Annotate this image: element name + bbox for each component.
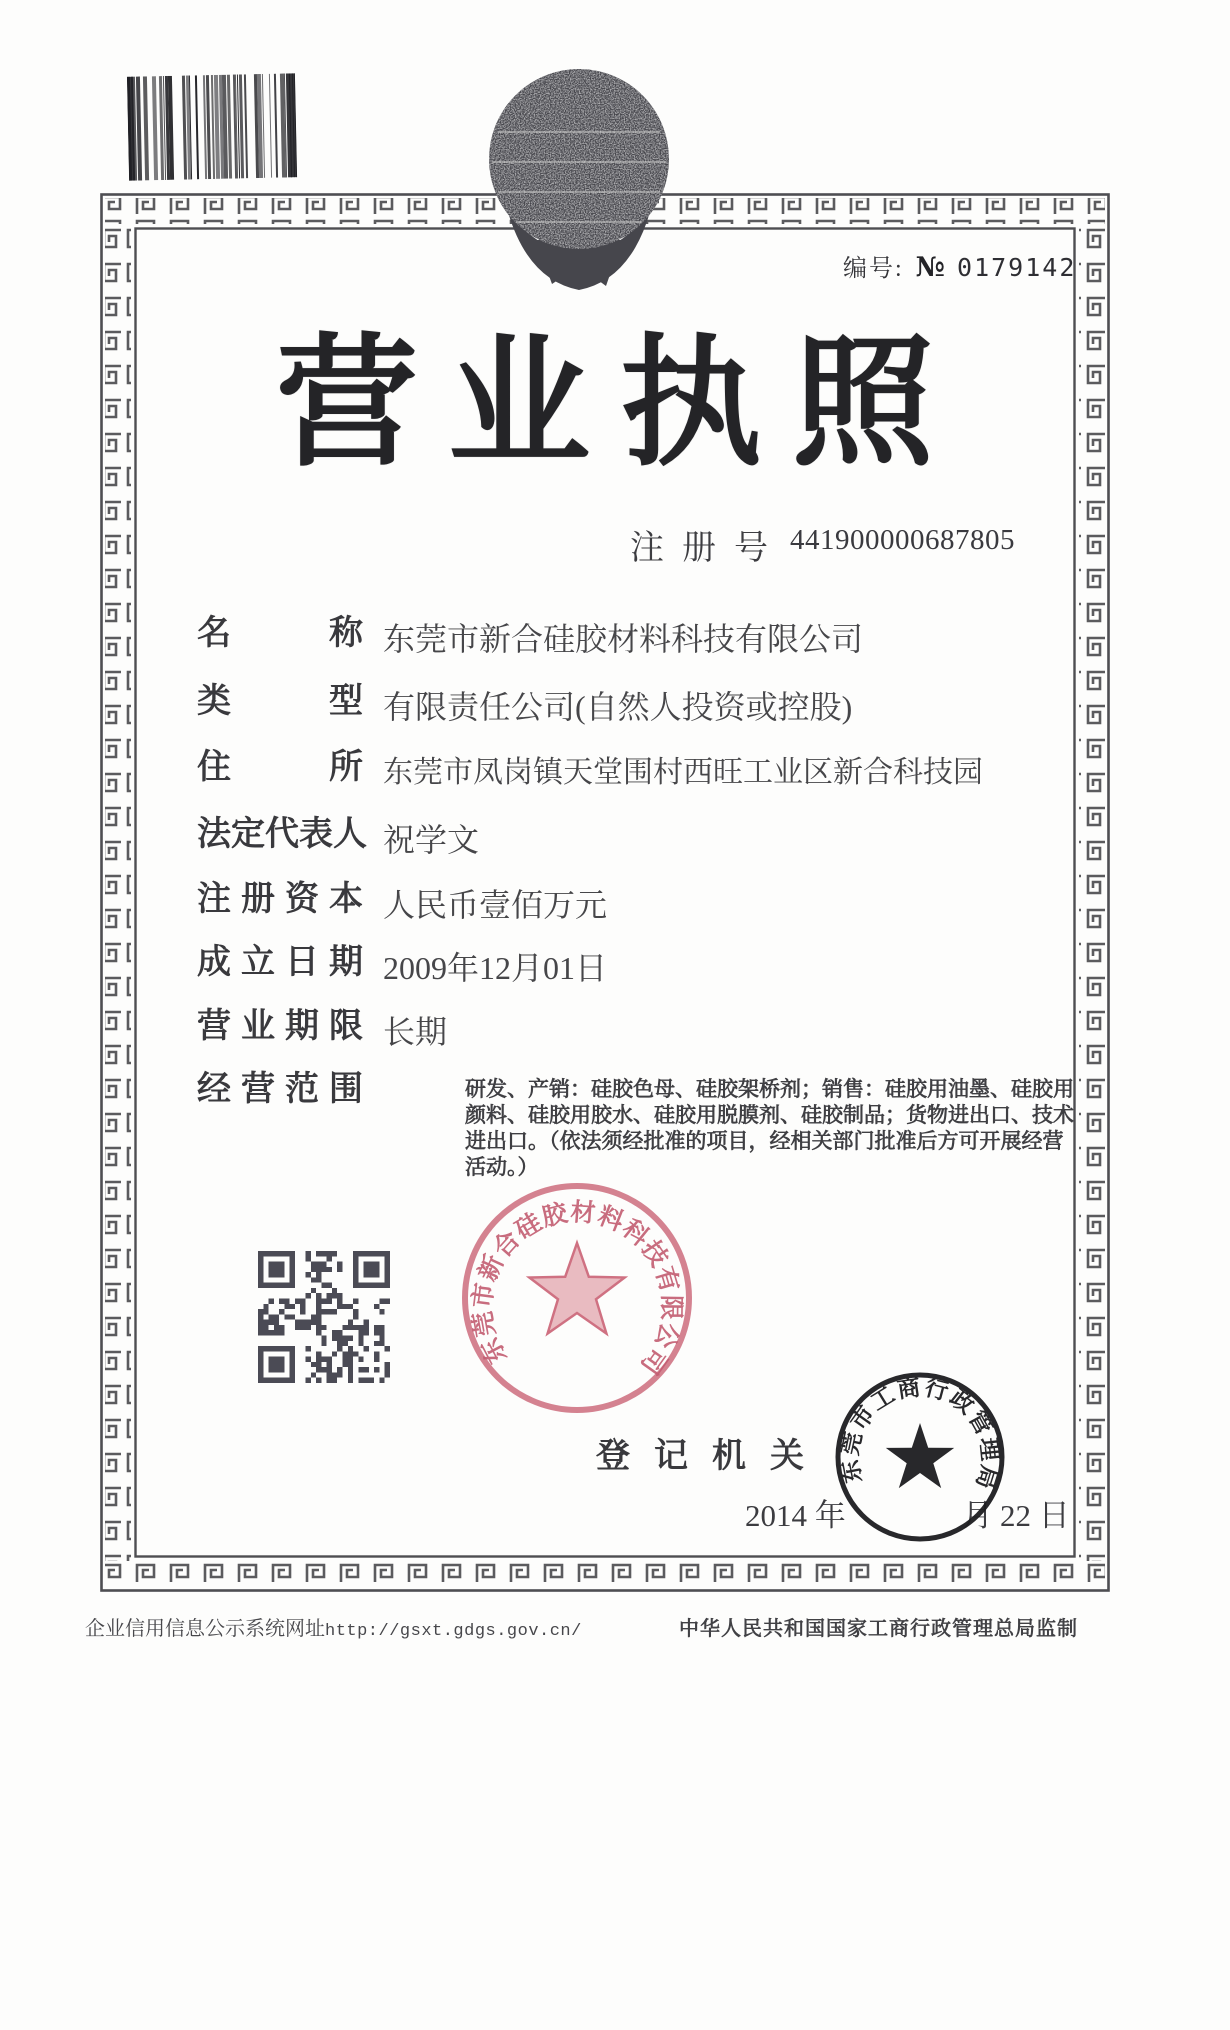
field-value: 2009年12月01日 bbox=[383, 950, 608, 986]
registration-label: 注册号 bbox=[630, 530, 786, 567]
company-seal bbox=[452, 1173, 702, 1423]
barcode bbox=[127, 73, 297, 180]
footer-left bbox=[85, 1612, 582, 1641]
footer-left-url: http://gsxt.gdgs.gov.cn/ bbox=[325, 1622, 582, 1641]
field-label: 法 定 代 表 人 bbox=[197, 816, 367, 853]
footer-right: 中华人民共和国国家工商行政管理总局监制 bbox=[679, 1618, 1078, 1640]
field-label: 经 营 范 围 bbox=[197, 1071, 363, 1108]
field-value: 长期 bbox=[383, 1014, 448, 1050]
registry-authority-label: 登记机关 bbox=[596, 1438, 828, 1475]
numero-symbol: № bbox=[915, 252, 946, 283]
date-month: 月 bbox=[962, 1498, 993, 1533]
field-value: 祝学文 bbox=[383, 822, 480, 858]
star-icon bbox=[886, 1423, 954, 1488]
field-label: 营 业 期 限 bbox=[197, 1008, 363, 1045]
field-value: 有限责任公司(自然人投资或控股) bbox=[383, 689, 853, 725]
national-emblem bbox=[468, 62, 690, 294]
registration-number: 441900000687805 bbox=[790, 524, 1015, 556]
field-label: 类 型 bbox=[197, 683, 363, 720]
field-label: 名 称 bbox=[197, 615, 363, 652]
footer-left-label: 企业信用信息公示系统网址 bbox=[85, 1618, 325, 1640]
registry-seal bbox=[830, 1367, 1010, 1547]
qr-code bbox=[258, 1251, 390, 1383]
serial-label: 编号: bbox=[843, 256, 904, 282]
date-day: 22 日 bbox=[1000, 1498, 1070, 1533]
field-label: 成 立 日 期 bbox=[197, 944, 363, 981]
star-icon bbox=[529, 1243, 624, 1334]
license-title: 营业执照 bbox=[276, 324, 964, 483]
field-value: 东莞市凤岗镇天堂围村西旺工业区新合科技园 bbox=[383, 756, 983, 789]
serial-number: 0179142 bbox=[957, 253, 1077, 282]
field-label: 注 册 资 本 bbox=[197, 881, 363, 918]
registry-seal-text: 东莞市工商行政管理局 bbox=[837, 1374, 1003, 1494]
field-value: 人民币壹佰万元 bbox=[383, 887, 608, 923]
company-seal-text: 东莞市新合硅胶材料科技有限公司 bbox=[469, 1199, 685, 1380]
emblem-shape bbox=[489, 69, 669, 290]
serial-row bbox=[843, 248, 1076, 283]
field-label: 住 所 bbox=[197, 749, 363, 786]
field-value: 研发、产销：硅胶色母、硅胶架桥剂；销售：硅胶用油墨、硅胶用颜料、硅胶用胶水、硅胶用脱膜剂、硅胶制品；货物进出口、技术进出口。（依法须经批准的项目，经相关部门批准后方可开展经营活动。） bbox=[465, 1077, 1074, 1179]
date-year: 2014 年 bbox=[745, 1498, 846, 1533]
field-value: 东莞市新合硅胶材料科技有限公司 bbox=[383, 621, 864, 657]
